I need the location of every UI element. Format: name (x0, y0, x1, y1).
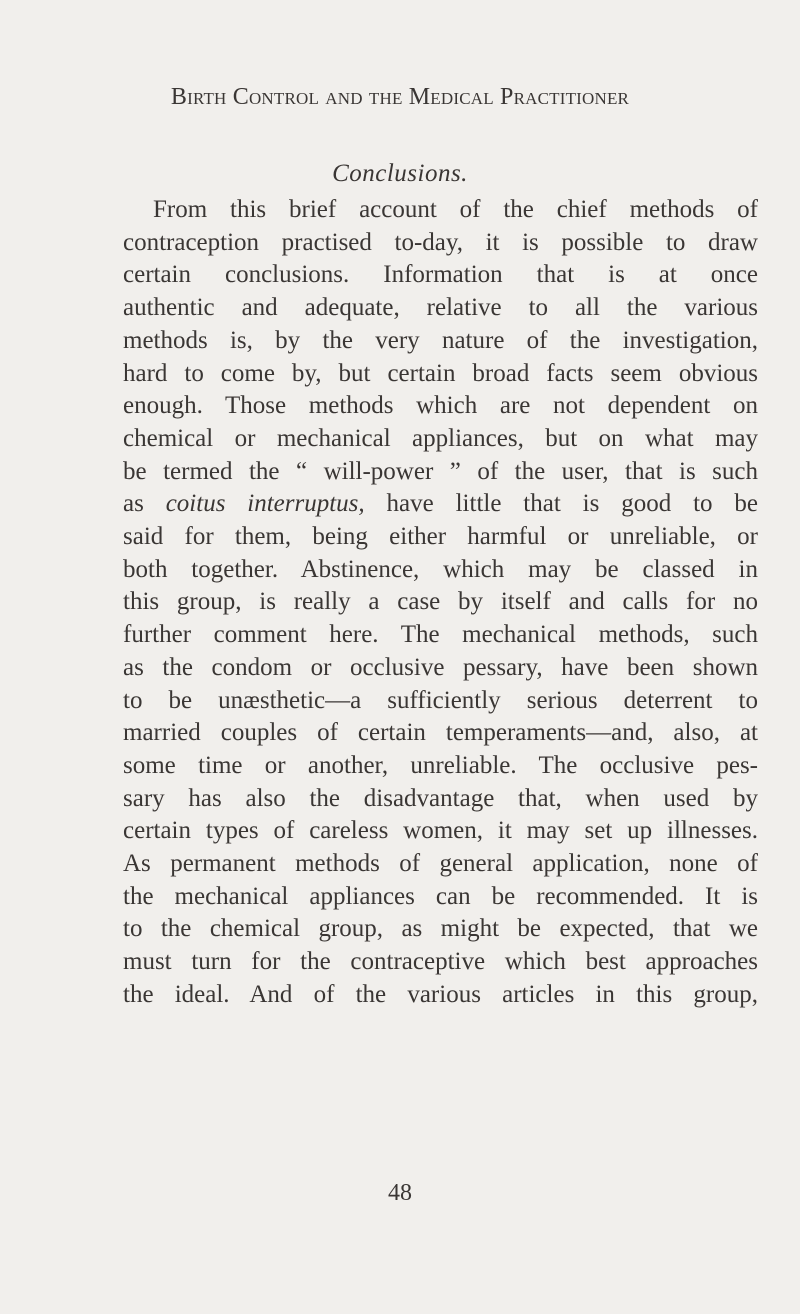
text-line: methods is, by the very nature of the investigation, (123, 326, 758, 354)
text-line: married couples of certain temperaments—and, also, at (123, 719, 758, 747)
body-paragraph (123, 194, 758, 1012)
text-line: From this brief account of the chief methods of (153, 196, 758, 223)
text-line: must turn for the contraceptive which best approaches (123, 948, 758, 976)
text-run: as (123, 490, 144, 518)
text-line: this group, is really a case by itself and calls for no (123, 588, 758, 616)
text-line: enough. Those methods which are not dependent on (123, 392, 758, 420)
text-line: hard to come by, but certain broad facts seem obvious (123, 359, 758, 387)
text-line: the ideal. And of the various articles in this group, (123, 980, 758, 1008)
text-line: to the chemical group, as might be expected, that we (123, 915, 758, 943)
text-line: chemical or mechanical appliances, but on what may (123, 424, 758, 452)
text-line: certain types of careless women, it may set up illnesses. (123, 817, 758, 845)
text-line-mixed (123, 488, 758, 521)
text-line: sary has also the disadvantage that, when used by (123, 784, 758, 812)
text-line: certain conclusions. Information that is at once (123, 261, 758, 289)
text-line: said for them, being either harmful or unreliable, or (123, 523, 758, 551)
text-line: As permanent methods of general application, none of (123, 850, 758, 878)
text-line: contraception practised to-day, it is possible to draw (123, 228, 758, 256)
text-line: both together. Abstinence, which may be classed in (123, 555, 758, 583)
text-line: to be unæsthetic—a sufficiently serious deterrent to (123, 686, 758, 714)
page-number: 48 (388, 1180, 412, 1206)
text-line: some time or another, unreliable. The occlusive pes- (123, 751, 758, 779)
text-line: further comment here. The mechanical methods, such (123, 621, 758, 649)
text-line: as the condom or occlusive pessary, have been shown (123, 653, 758, 681)
text-line: authentic and adequate, relative to all the various (123, 294, 758, 322)
text-line: be termed the “ will-power ” of the user, that is such (123, 457, 758, 485)
italic-term: coitus interruptus, (165, 490, 365, 518)
section-title: Conclusions. (332, 160, 468, 187)
running-head: Birth Control and the Medical Practitioner (170, 84, 630, 110)
text-line: the mechanical appliances can be recommended. It is (123, 882, 758, 910)
text-run: have little that is good to be (386, 490, 758, 518)
